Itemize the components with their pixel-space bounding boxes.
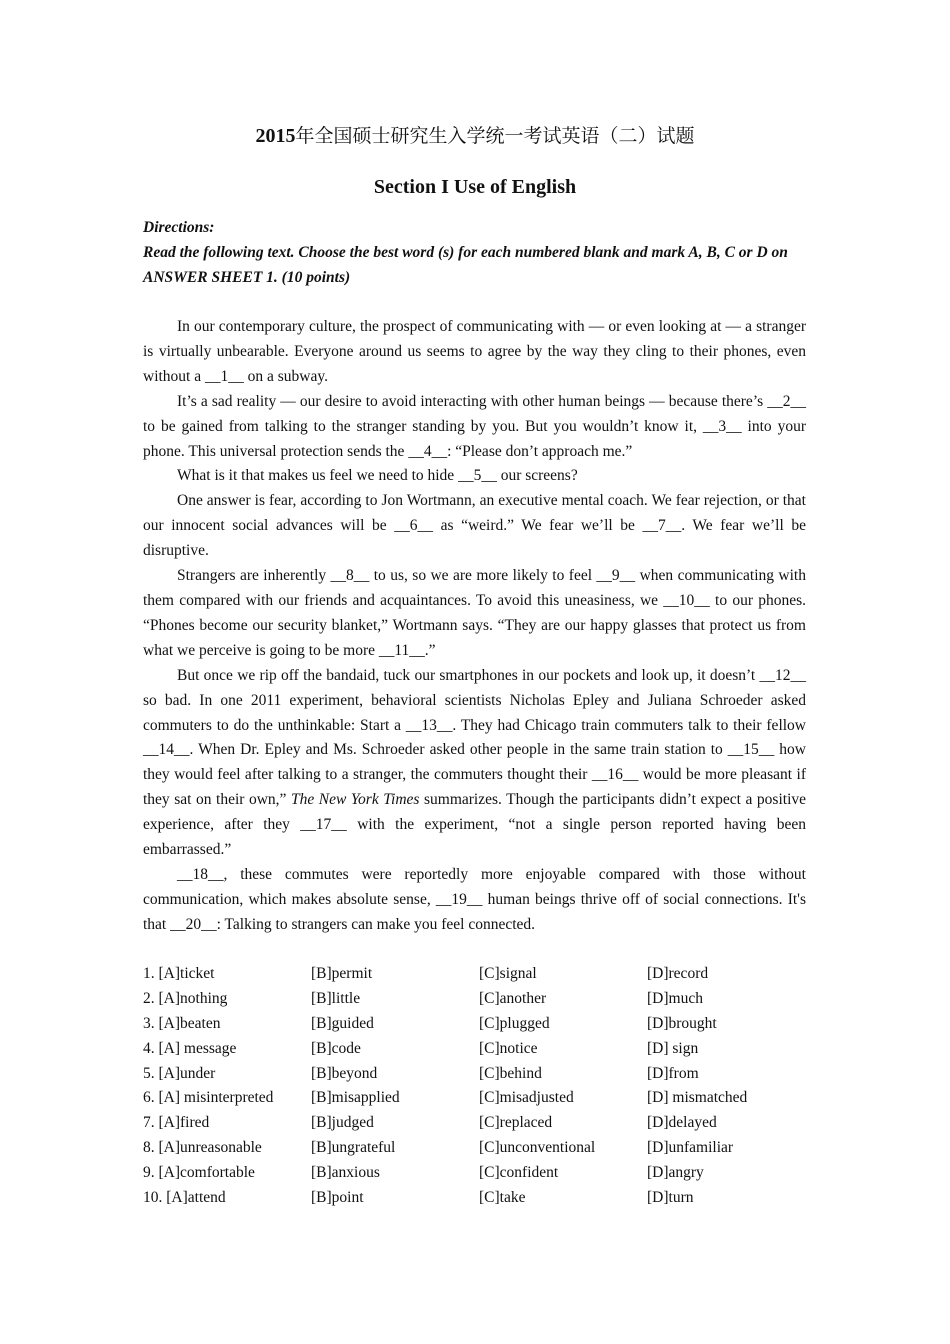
- option-d: [D]unfamiliar: [647, 1139, 734, 1157]
- directions-block: [143, 215, 813, 290]
- option-row: [143, 1086, 823, 1111]
- option-b: [B]anxious: [311, 1164, 380, 1182]
- option-b: [B]little: [311, 989, 361, 1007]
- paragraph-6-part-a: But once we rip off the bandaid, tuck our smartphones in our pockets and look up, it doesn’t __12__ so bad. In one 2011 experiment, behavioral scientists Nicholas Epley and Juliana Schroeder asked commuters to do the unthinkable: Start a __13__. They had Chicago train commuters talk to their fellow __14__. When Dr. Epley and Ms. Schroeder asked other people in the same train station to __15__ how they would feel after talking to a stranger, the commuters thought their __16__ would be more pleasant if they sat on their own,”: [143, 666, 806, 809]
- option-c: [C]misadjusted: [479, 1089, 574, 1107]
- option-c: [C]take: [479, 1189, 526, 1207]
- option-c: [C]confident: [479, 1164, 559, 1182]
- passage-paragraph-7: __18__, these commutes were reportedly more enjoyable compared with those without communication, which makes absolute sense, __19__ human beings thrive off of social connections. It's that __20__: Talking to strangers can make you feel connected.: [143, 865, 806, 933]
- option-a: 2. [A]nothing: [143, 989, 228, 1007]
- option-b: [B]judged: [311, 1114, 374, 1132]
- option-row: [143, 987, 823, 1012]
- option-a: 8. [A]unreasonable: [143, 1139, 262, 1157]
- option-row: [143, 1161, 823, 1186]
- option-a: 5. [A]under: [143, 1064, 216, 1082]
- option-a: 10. [A]attend: [143, 1189, 226, 1207]
- option-b: [B]misapplied: [311, 1089, 400, 1107]
- title-text: 年全国硕士研究生入学统一考试英语（二）试题: [295, 125, 695, 147]
- option-b: [B]permit: [311, 965, 373, 982]
- passage-paragraph-2: It’s a sad reality — our desire to avoid interacting with other human beings — because there’s __2__ to be gained from talking to the stranger standing by you. But you wouldn’t know it, __3__ into your phone. This universal protection sends the __4__: “Please don’t approach me.”: [143, 392, 806, 460]
- option-c: [C]unconventional: [479, 1139, 596, 1157]
- option-a: 7. [A]fired: [143, 1114, 210, 1132]
- option-c: [C]notice: [479, 1039, 538, 1057]
- option-a: 6. [A] misinterpreted: [143, 1089, 274, 1107]
- section-title: Section I Use of English: [373, 176, 577, 198]
- option-row: [143, 1111, 823, 1136]
- option-row: [143, 1136, 823, 1161]
- option-d: [D]turn: [647, 1189, 694, 1207]
- option-b: [B]guided: [311, 1014, 374, 1032]
- option-d: [D]from: [647, 1064, 699, 1082]
- option-b: [B]point: [311, 1189, 364, 1207]
- option-a: 4. [A] message: [143, 1039, 237, 1057]
- option-c: [C]another: [479, 989, 547, 1007]
- paragraph-6-part-b: summarizes. Though the participants didn’t expect a positive experience, after they __17__ with the experiment, “not a single person reported having been embarrassed.”: [143, 791, 807, 859]
- passage-paragraph-1: In our contemporary culture, the prospect of communicating with — or even looking at — a stranger is virtually unbearable. Everyone around us seems to agree by the way they cling to their phones, even without a __1__ on a subway.: [143, 318, 806, 385]
- option-b: [B]beyond: [311, 1064, 378, 1082]
- option-d: [D]much: [647, 989, 703, 1007]
- option-d: [D]record: [647, 965, 709, 982]
- reading-passage: [143, 315, 806, 938]
- option-b: [B]code: [311, 1039, 361, 1057]
- option-b: [B]ungrateful: [311, 1139, 396, 1157]
- option-row: [143, 1062, 823, 1087]
- option-d: [D]brought: [647, 1014, 717, 1032]
- option-c: [C]plugged: [479, 1014, 550, 1032]
- passage-paragraph-4: One answer is fear, according to Jon Wortmann, an executive mental coach. We fear rejection, or that our innocent social advances will be __6__ as “weird.” We fear we’ll be __7__. We fear we’ll be disruptive.: [143, 492, 806, 560]
- option-row: [143, 1037, 823, 1062]
- option-c: [C]replaced: [479, 1114, 553, 1132]
- option-a: 9. [A]comfortable: [143, 1164, 255, 1182]
- page-title: [0, 121, 950, 151]
- passage-paragraph-3: What is it that makes us feel we need to hide __5__ our screens?: [177, 467, 578, 485]
- title-year: 2015: [255, 125, 296, 147]
- answer-options: [143, 962, 823, 1211]
- option-row: [143, 1012, 823, 1037]
- passage-paragraph-6: [143, 664, 806, 863]
- directions-label: Directions:: [143, 219, 215, 236]
- option-a: 1. [A]ticket: [143, 965, 215, 982]
- option-d: [D] sign: [647, 1039, 699, 1057]
- newspaper-title: The New York Times: [290, 791, 420, 809]
- option-c: [C]signal: [479, 965, 537, 982]
- directions-text: Read the following text. Choose the best word (s) for each numbered blank and mark A, B, C or D on ANSWER SHEET 1. (10 points): [143, 244, 788, 286]
- option-c: [C]behind: [479, 1064, 542, 1082]
- option-row: [143, 962, 823, 987]
- option-row: [143, 1186, 823, 1211]
- passage-paragraph-5: Strangers are inherently __8__ to us, so we are more likely to feel __9__ when communicating with them compared with our friends and acquaintances. To avoid this uneasiness, we __10__ to our phones. “Phones become our security blanket,” Wortmann says. “They are our happy glasses that protect us from what we perceive is going to be more __11__.”: [143, 567, 806, 659]
- option-d: [D] mismatched: [647, 1089, 748, 1107]
- option-d: [D]angry: [647, 1164, 704, 1182]
- option-a: 3. [A]beaten: [143, 1014, 221, 1032]
- option-d: [D]delayed: [647, 1114, 717, 1132]
